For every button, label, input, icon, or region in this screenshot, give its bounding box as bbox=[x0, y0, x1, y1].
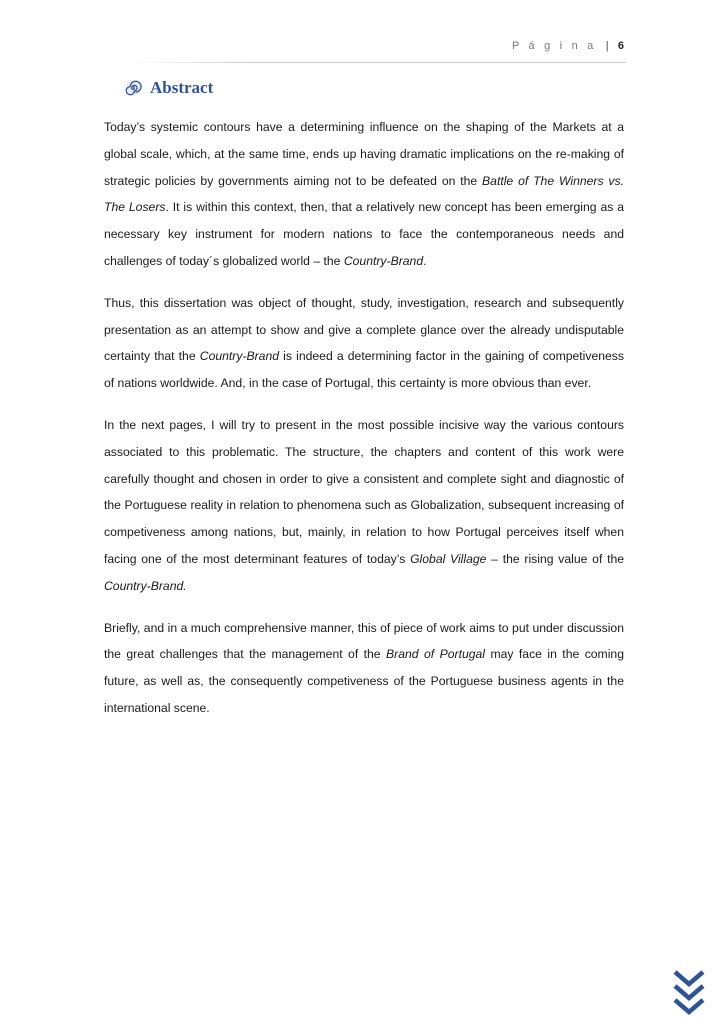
page-header bbox=[512, 40, 624, 52]
paragraph-text: Today’s systemic contours have a determining influence on the shaping of the Markets at a global scale, which, at the same time, ends up having dramatic implications on the re-making of strategic policies by governments aiming not to be defeated on the bbox=[104, 120, 624, 188]
body-paragraph bbox=[104, 615, 624, 722]
triple-chevron-down-icon[interactable] bbox=[672, 968, 706, 1016]
paragraph-text: In the next pages, I will try to present in the most possible incisive way the various contours associated to this problematic. The structure, the chapters and content of this work were carefully thought and chosen in order to give a consistent and complete sight and diagnostic of the Portuguese reality in relation to phenomena such as Globalization, subsequent increasing of competiveness among nations, but, mainly, in relation to how Portugal perceives itself when facing one of the most determinant features of today’s bbox=[104, 417, 624, 566]
paragraph-text: – the rising value of the bbox=[486, 551, 625, 566]
body-paragraph bbox=[104, 412, 624, 600]
abstract-body bbox=[104, 114, 624, 737]
italic-text: Country-Brand bbox=[199, 349, 280, 364]
paragraph-text: Briefly, and in a much comprehensive manner, this of piece of work aims to put under discussion the great challenges that the management of the bbox=[104, 620, 624, 662]
page-label: P á g i n a bbox=[511, 40, 597, 52]
italic-text: Battle of The Winners vs. The Losers bbox=[104, 173, 624, 215]
section-title: Abstract bbox=[150, 78, 214, 97]
italic-text: Country-Brand. bbox=[104, 578, 187, 593]
italic-text: Global Village bbox=[410, 551, 487, 566]
page-number: 6 bbox=[617, 40, 624, 52]
paragraph-text: Thus, this dissertation was object of thought, study, investigation, research and subsequently presentation as an attempt to show and give a complete glance over the already undisputable certainty that the bbox=[104, 295, 624, 364]
paragraph-text: . bbox=[423, 253, 427, 268]
paragraph-text: may face in the coming future, as well as, the consequently competiveness of the Portuguese business agents in the international scene. bbox=[104, 647, 624, 715]
spiral-bullet-icon bbox=[124, 79, 142, 97]
body-paragraph bbox=[104, 290, 624, 397]
italic-text: Country-Brand bbox=[343, 253, 424, 268]
body-paragraph bbox=[104, 114, 624, 275]
italic-text: Brand of Portugal bbox=[386, 647, 485, 662]
paragraph-text: . It is within this context, then, that a relatively new concept has been emerging as a necessary key instrument for modern nations to face the contemporaneous needs and challenges of today´s globalized world – the bbox=[104, 200, 624, 268]
header-rule bbox=[130, 62, 626, 63]
paragraph-text: is indeed a determining factor in the gaining of competiveness of nations worldwide. And, in the case of Portugal, this certainty is more obvious than ever. bbox=[104, 349, 624, 391]
section-heading bbox=[124, 78, 213, 98]
header-separator: | bbox=[605, 40, 609, 52]
